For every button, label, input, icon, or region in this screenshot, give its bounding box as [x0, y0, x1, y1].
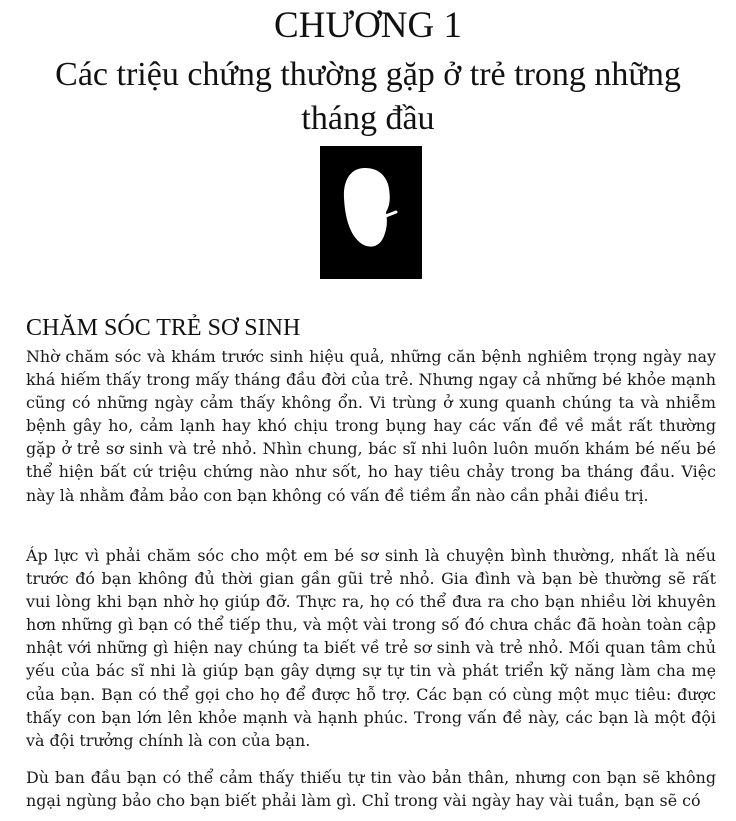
- chapter-title: Các triệu chứng thường gặp ở trẻ trong những tháng đầu: [55, 56, 681, 137]
- body-paragraph: Dù ban đầu bạn có thể cảm thấy thiếu tự tin vào bản thân, nhưng con bạn sẽ không ngại ngùng bảo cho bạn biết phải làm gì. Chỉ trong vài ngày hay vài tuần, bạn sẽ có: [26, 768, 716, 811]
- body-paragraph: Nhờ chăm sóc và khám trước sinh hiệu quả, những căn bệnh nghiêm trọng ngày nay khá hiếm thấy trong mấy tháng đầu đời của trẻ. Nhưng ngay cả những bé khỏe mạnh cũng có những ngày cảm thấy không ổn. Vi trùng ở xung quanh chúng ta và nhiễm bệnh gây ho, cảm lạnh hay khó chịu trong bụng hay các vấn đề về mắt rất thường gặp ở trẻ sơ sinh và trẻ nhỏ. Nhìn chung, bác sĩ nhi luôn luôn muốn khám bé nếu bé thể hiện bất cứ triệu chứng nào như sốt, ho hay tiêu chảy trong ba tháng đầu. Việc này là nhằm đảm bảo con bạn không có vấn đề tiềm ẩn nào cần phải điều trị.: [26, 347, 716, 505]
- face-silhouette-icon: [320, 146, 422, 279]
- section-heading: CHĂM SÓC TRẺ SƠ SINH: [26, 315, 301, 341]
- chapter-label: CHƯƠNG 1: [273, 5, 463, 46]
- chapter-emblem-image: [320, 146, 422, 279]
- body-paragraph: Áp lực vì phải chăm sóc cho một em bé sơ sinh là chuyện bình thường, nhất là nếu trước đó bạn không đủ thời gian gần gũi trẻ nhỏ. Gia đình và bạn bè thường sẽ rất vui lòng khi bạn nhờ họ giúp đỡ. Thực ra, họ có thể đưa ra cho bạn nhiều lời khuyên hơn những gì bạn có thể tiếp thu, và một vài trong số đó chưa chắc đã hoàn toàn cập nhật với những gì hiện nay chúng ta biết về trẻ sơ sinh và trẻ nhỏ. Mối quan tâm chủ yếu của bác sĩ nhi là giúp bạn gây dựng sự tự tin và phát triển kỹ năng làm cha mẹ của bạn. Bạn có thể gọi cho họ để được hỗ trợ. Các bạn có cùng một mục tiêu: được thấy con bạn lớn lên khỏe mạnh và hạnh phúc. Trong vấn đề này, các bạn là một đội và đội trưởng chính là con của bạn.: [26, 546, 716, 750]
